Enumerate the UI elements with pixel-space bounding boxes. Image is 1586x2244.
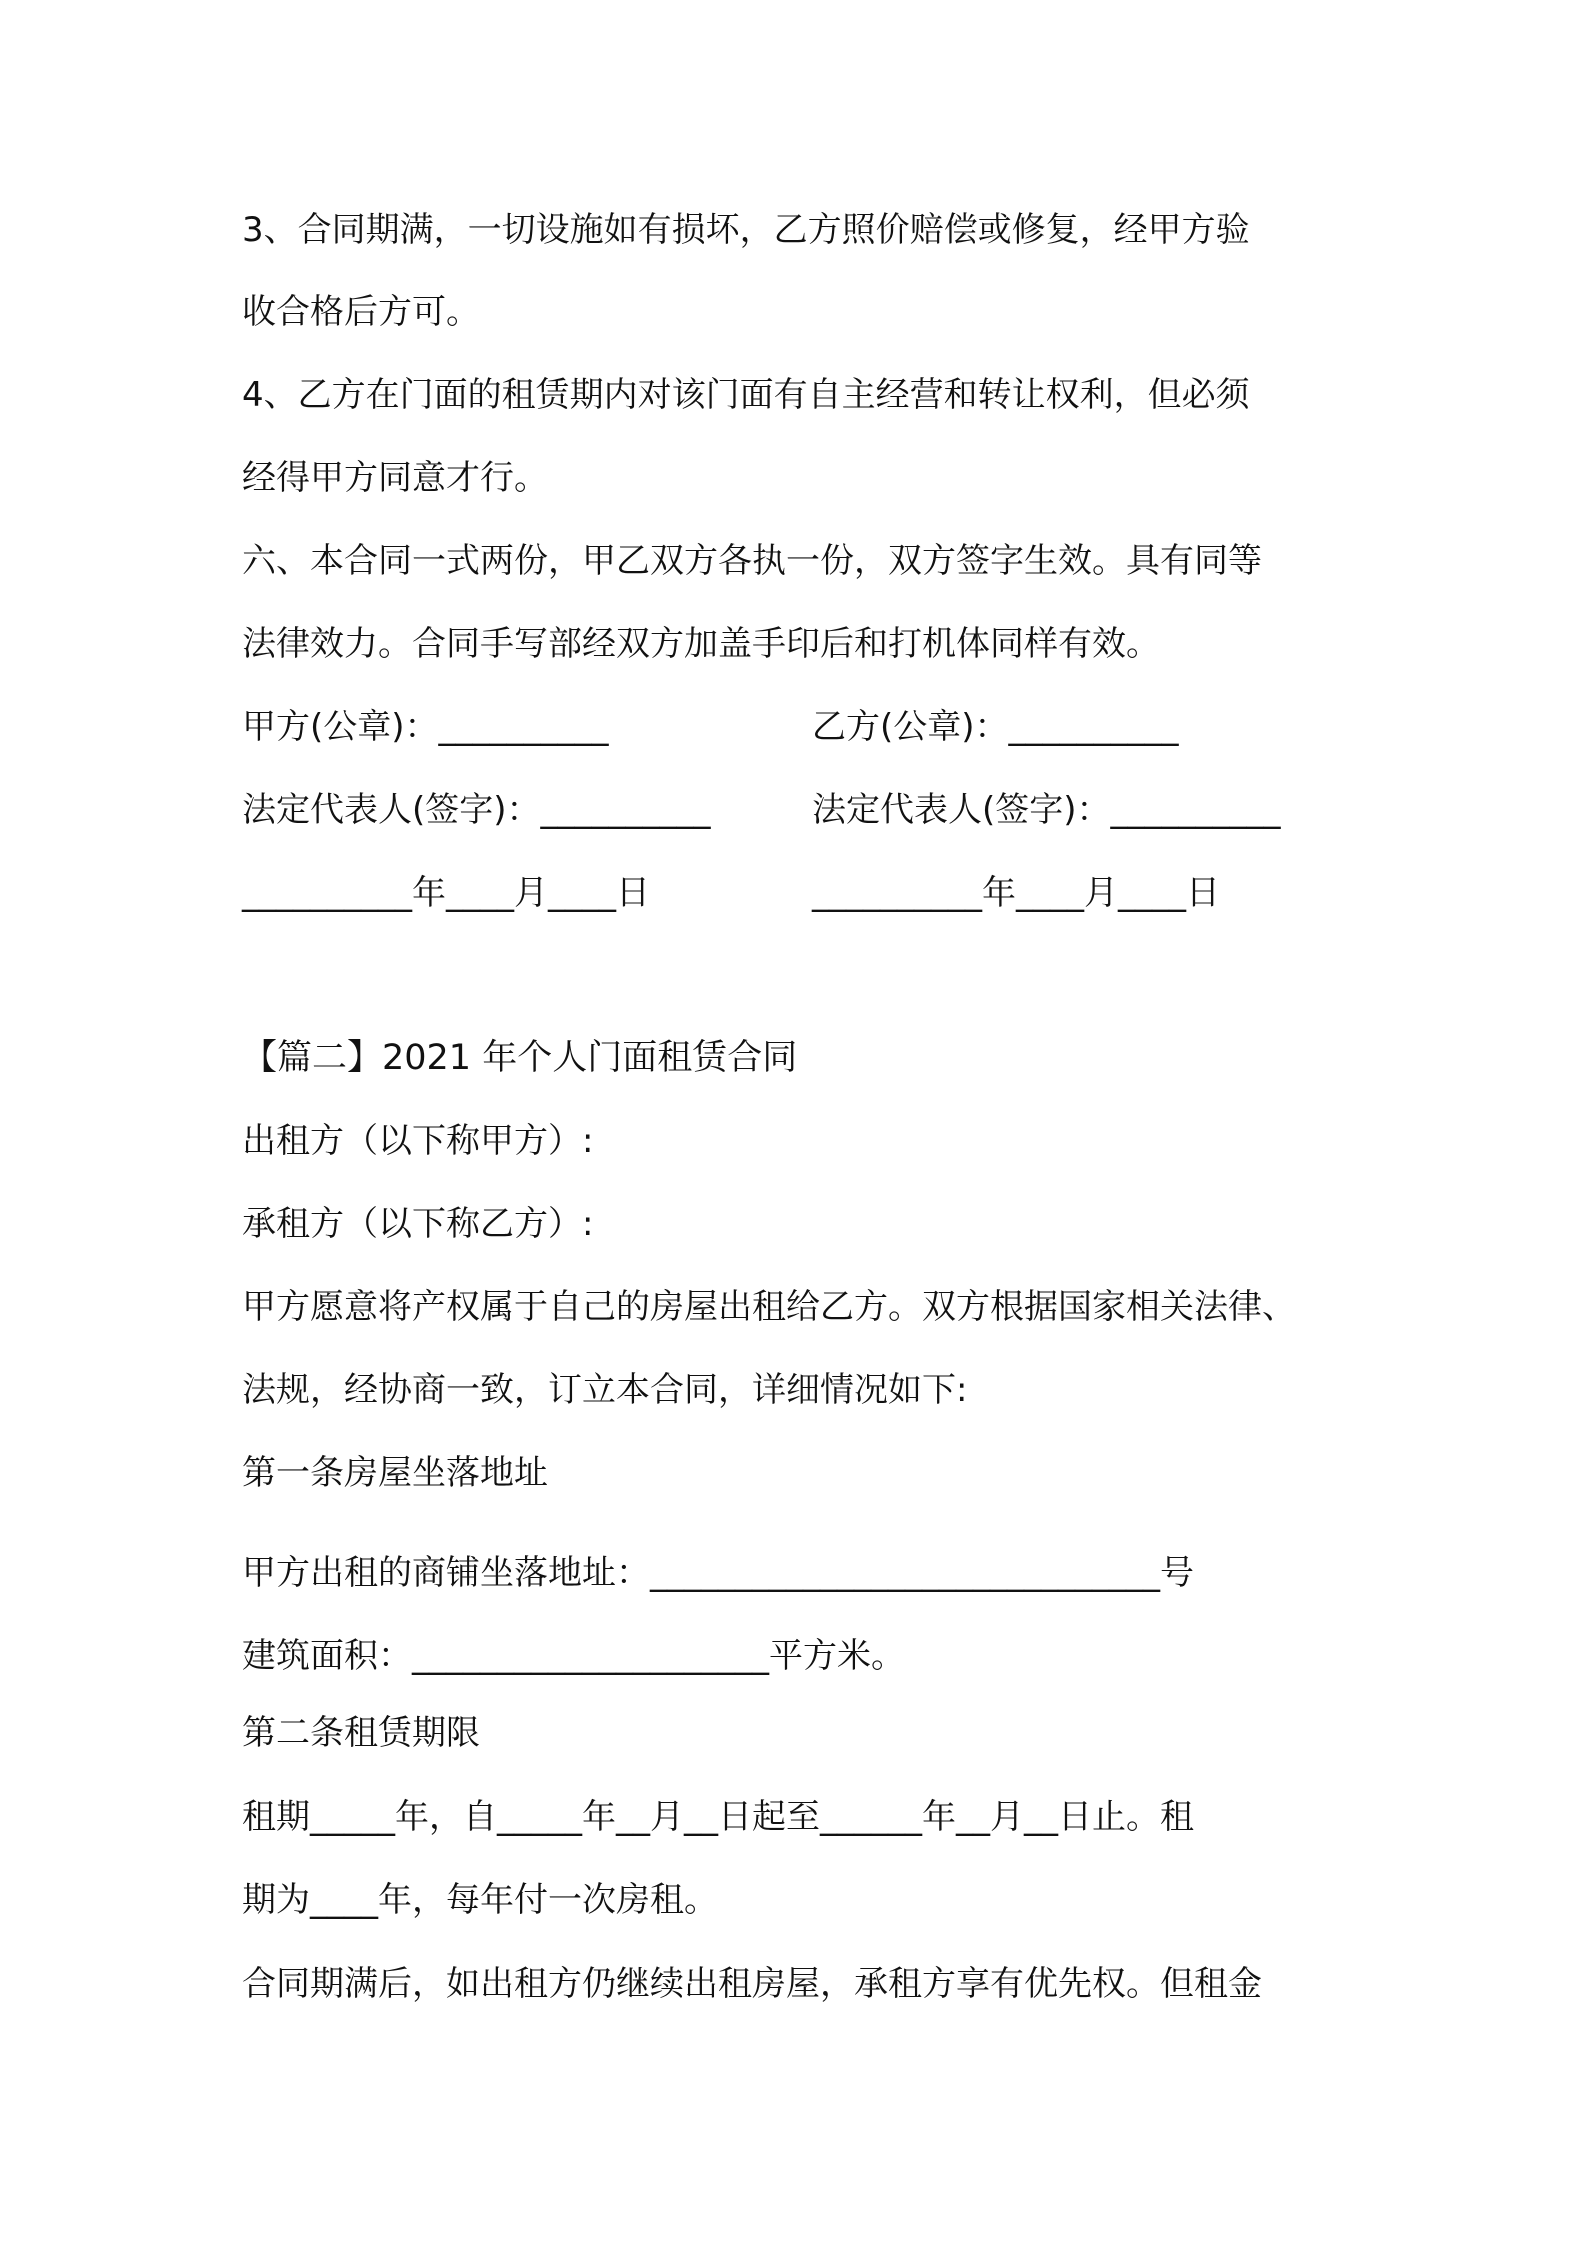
term-line-2: 期为____年，每年付一次房租。 [242, 1880, 718, 1920]
area-line: 建筑面积：_____________________平方米。 [242, 1636, 905, 1676]
article-1-title: 第一条房屋坐落地址 [242, 1453, 548, 1493]
party-b-date-field: __________年____月____日 [812, 873, 1220, 913]
intro-line-1: 甲方愿意将产权属于自己的房屋出租给乙方。双方根据国家相关法律、 [242, 1287, 1296, 1327]
section-2-heading: 【篇二】2021 年个人门面租赁合同 [242, 1038, 798, 1078]
term-line-1: 租期_____年，自_____年__月__日起至______年__月__日止。租 [242, 1797, 1194, 1837]
clause-6-line-1: 六、本合同一式两份，甲乙双方各执一份，双方签字生效。具有同等 [242, 541, 1262, 581]
address-line: 甲方出租的商铺坐落地址：______________________________号 [242, 1553, 1194, 1593]
party-a-representative-field: 法定代表人(签字)：__________ [242, 790, 711, 830]
lessor-line: 出租方（以下称甲方）: [242, 1121, 594, 1161]
lessee-line: 承租方（以下称乙方）: [242, 1204, 594, 1244]
intro-line-2: 法规，经协商一致，订立本合同，详细情况如下: [242, 1370, 968, 1410]
clause-3-line-1: 3、合同期满，一切设施如有损坏，乙方照价赔偿或修复，经甲方验 [242, 210, 1250, 250]
party-b-representative-field: 法定代表人(签字)：__________ [812, 790, 1281, 830]
clause-6-line-2: 法律效力。合同手写部经双方加盖手印后和打机体同样有效。 [242, 624, 1160, 664]
clause-4-line-1: 4、乙方在门面的租赁期内对该门面有自主经营和转让权利，但必须 [242, 375, 1250, 415]
party-a-date-field: __________年____月____日 [242, 873, 650, 913]
clause-4-line-2: 经得甲方同意才行。 [242, 458, 548, 498]
clause-3-line-2: 收合格后方可。 [242, 292, 480, 332]
renewal-line-1: 合同期满后，如出租方仍继续出租房屋，承租方享有优先权。但租金 [242, 1964, 1262, 2004]
party-b-seal-field: 乙方(公章)：__________ [812, 707, 1179, 747]
article-2-title: 第二条租赁期限 [242, 1713, 480, 1753]
party-a-seal-field: 甲方(公章)：__________ [242, 707, 609, 747]
